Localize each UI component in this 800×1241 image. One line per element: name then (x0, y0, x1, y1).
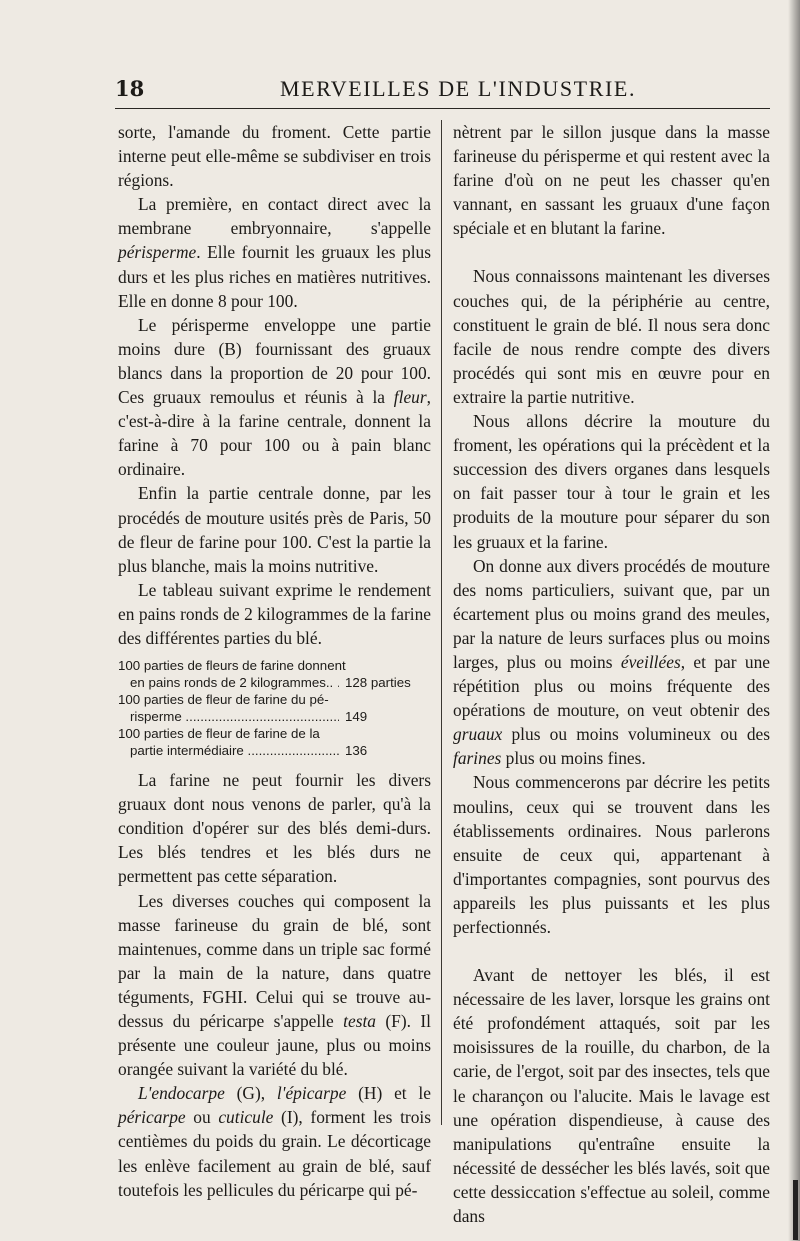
paragraph: Enfin la partie centrale donne, par les procédés de mouture usités près de Paris, 50 de fleur de farine pour 100. C'est la partie la plus blanche, mais la moins nutritive. (118, 483, 431, 576)
paragraph (118, 889, 431, 1082)
text: , et par une répétition plus ou moins fréquente des opérations de mouture, on veut obtenir des (453, 651, 770, 721)
term-emphasis: périsperme (118, 242, 197, 263)
running-title: MERVEILLES DE L'INDUSTRIE. (280, 76, 637, 101)
term-emphasis: L'endocarpe (138, 1083, 225, 1104)
text: . Elle fournit les gruaux les plus durs et les plus riches en matières nutritives. Elle en donne 8 pour 100. (118, 242, 431, 311)
table-row-label: partie intermédiaire ..... (130, 742, 339, 759)
paragraph: Avant de nettoyer les blés, il est nécessaire de les laver, lorsque les grains ont été profondément attaqués, soit par les moisissures de la rouille, du charbon, de la carie, de l'ergot, soit par des insectes, tels que le charançon ou l'alucite. Mais le lavage est une opération dispendieuse, à cause des manipulations qu'entraîne ensuite la nécessité de dessécher les blés lavés, soit que cette dessiccation s'effectue au soleil, comme dans (453, 965, 770, 1227)
term-emphasis: cuticule (218, 1107, 274, 1128)
text: ou (185, 1107, 219, 1128)
term-emphasis: éveillées (620, 651, 681, 672)
term-emphasis: farines (453, 748, 502, 769)
term-emphasis: gruaux (453, 724, 503, 745)
term-emphasis: fleur (393, 387, 427, 408)
table-row-line1: 100 parties de fleurs de farine donnent (118, 658, 346, 674)
table-row (118, 691, 431, 725)
paragraph: La farine ne peut fournir les divers gruaux dont nous venons de parler, qu'à la condition d'opérer sur des blés demi-durs. Les blés tendres et les blés durs ne permettent pas cette séparation. (118, 770, 431, 887)
paragraph: Le tableau suivant exprime le rendement en pains ronds de 2 kilogrammes de la farine des différentes parties du blé. (118, 579, 431, 648)
table-row-line1: 100 parties de fleur de farine du pé- (118, 692, 329, 708)
table-row (118, 657, 431, 691)
text: Le périsperme enveloppe une partie moins dure (B) fournissant des gruaux blancs dans la proportion de 20 pour 100. Ces gruaux remoulus et réunis à la (118, 314, 431, 408)
right-column (453, 120, 770, 1228)
paragraph: Nous commencerons par décrire les petits moulins, ceux qui se trouvent dans les établissements ordinaires. Nous parlerons ensuite de ceux qui, appartenant à d'importantes compagnies, sont pourvus des appareils les plus puissants et les plus perfectionnés. (453, 772, 770, 937)
table-row-line2 (118, 708, 431, 725)
paragraph: sorte, l'amande du froment. Cette partie interne peut elle-même se subdiviser en trois régions. (118, 122, 431, 191)
text: (G), (224, 1083, 277, 1104)
text: (I), forment les trois centièmes du poids du grain. Le décorticage les enlève facilement au grain de blé, sauf toutefois les pellicules du péricarpe qui pé- (118, 1107, 431, 1200)
text: plus ou moins volumineux ou des (502, 724, 770, 745)
text: On donne aux divers procédés de mouture des noms particuliers, suivant que, par un écartement plus ou moins grand des meules, par la nature de leurs surfaces plus ou moins larges, plus ou moins (453, 555, 770, 672)
table-row-line2 (118, 674, 431, 691)
table-row (118, 725, 431, 759)
left-column (118, 120, 431, 1202)
term-emphasis: l'épicarpe (276, 1083, 347, 1104)
table-row-value: 149 (345, 709, 368, 725)
text: plus ou moins fines. (501, 748, 646, 769)
page-edge-shadow (788, 0, 800, 1241)
paragraph: nètrent par le sillon jusque dans la masse farineuse du périsperme et qui restent avec la farine d'où on ne peut les chasser qu'en vannant, en sassant les gruaux d'une façon spéciale et en blutant la farine. (453, 122, 770, 239)
page-header (115, 76, 770, 109)
paragraph: Nous allons décrire la mouture du froment, les opérations qui la précèdent et la succession des divers organes dans lesquels on fait passer tour à tour le grain et les produits de la mouture pour séparer du son les gruaux et la farine. (453, 411, 770, 552)
column-divider (441, 120, 442, 1125)
text: La première, en contact direct avec la membrane embryonnaire, s'appelle (118, 194, 431, 239)
paragraph (118, 313, 431, 482)
yield-table (118, 657, 431, 759)
table-row-value: 136 (345, 743, 368, 759)
page-number: 18 (115, 76, 145, 101)
text: Les diverses couches qui composent la masse farineuse du grain de blé, sont maintenues, comme dans un triple sac formé par la main de la nature, dans quatre téguments, FGHI. Celui qui se trouve au-dessus du péricarpe s'appelle (118, 890, 431, 1031)
text: , c'est-à-dire à la farine centrale, donnent la farine à 70 pour 100 ou à pain blanc ordinaire. (118, 387, 431, 480)
term-emphasis: péricarpe (118, 1107, 186, 1128)
page-edge-mark (793, 1180, 798, 1240)
paragraph (118, 1081, 431, 1201)
paragraph: Nous connaissons maintenant les diverses couches qui, de la périphérie au centre, constituent le grain de blé. Il nous sera donc facile de nous rendre compte des divers procédés qui sont mis en œuvre pour en extraire la partie nutritive. (453, 266, 770, 407)
term-emphasis: testa (343, 1011, 376, 1031)
text: (F). Il présente une couleur jaune, plus ou moins orangée suivant la variété du blé. (118, 1011, 431, 1080)
table-row-line2 (118, 742, 431, 759)
paragraph (118, 192, 431, 312)
table-row-label: risperme ..... (130, 708, 339, 725)
table-row-label: en pains ronds de 2 kilogrammes.. ..... (130, 674, 339, 691)
table-row-line1: 100 parties de fleur de farine de la (118, 726, 320, 742)
text: (H) et le (346, 1083, 431, 1104)
paragraph (453, 554, 770, 771)
table-row-value: 128 parties (345, 675, 411, 691)
